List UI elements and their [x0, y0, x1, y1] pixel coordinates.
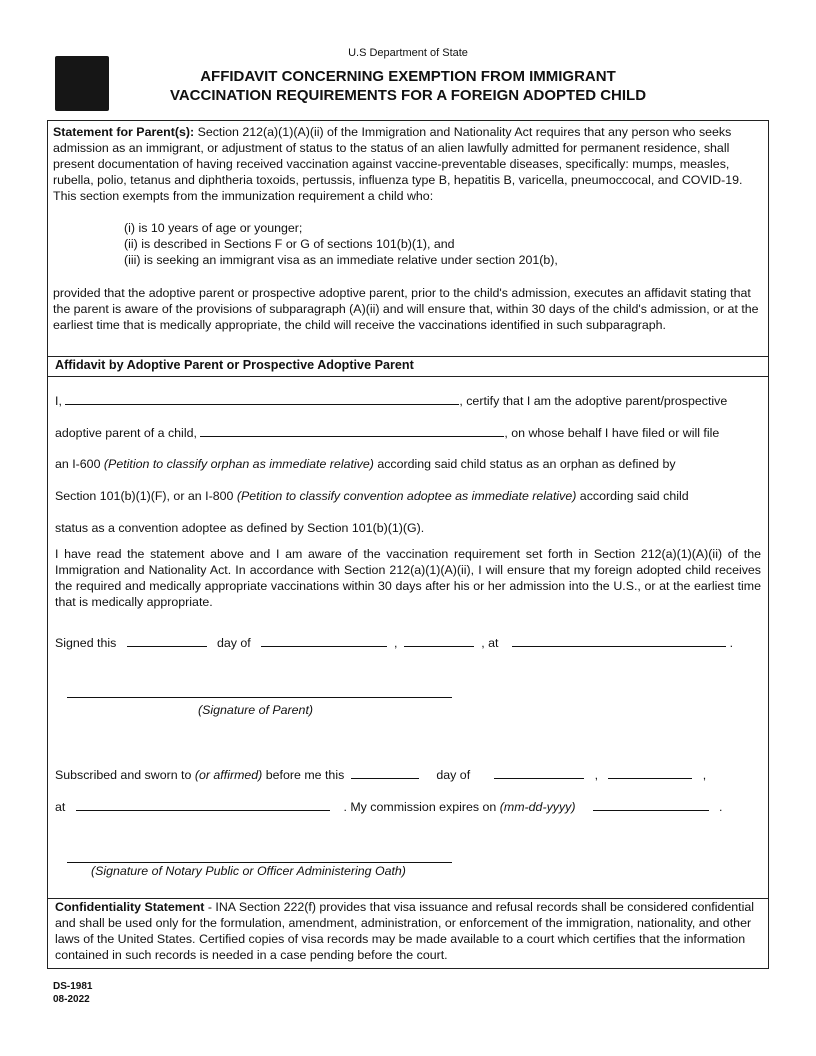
signed-line	[55, 635, 733, 650]
sworn-day-field[interactable]	[351, 767, 419, 779]
text: (Petition to classify convention adoptee as immediate relative)	[236, 489, 577, 503]
notary-place-field[interactable]	[76, 799, 330, 811]
statement-label: Statement for Parent(s):	[53, 125, 195, 139]
affidavit-line-4	[55, 489, 689, 503]
exemption-list	[124, 220, 558, 268]
divider	[47, 356, 769, 357]
text: day of	[436, 768, 471, 782]
commission-expiry-field[interactable]	[593, 799, 709, 811]
text: day of	[216, 636, 251, 650]
parent-signature-line[interactable]	[67, 697, 452, 698]
signed-month-field[interactable]	[261, 635, 387, 647]
text: ,	[702, 768, 707, 782]
text: (or affirmed)	[194, 768, 263, 782]
text: , at	[481, 636, 499, 650]
affidavit-paragraph: I have read the statement above and I am aware of the vaccination requirement set forth in Section 212(a)(1)(A)(ii) of the Immigration and Nationality Act. In accordance with Section 212(a)(1)(A)(ii), I will ensure that my foreign adopted child receives the required and medically appropriate vaccinations within 30 days after his or her admission into the U.S., or at the earliest time that is medically appropriate.	[55, 547, 761, 609]
commission-line	[55, 799, 722, 814]
form-number: DS-1981	[53, 981, 93, 992]
signed-year-field[interactable]	[404, 635, 474, 647]
notary-signature-line[interactable]	[67, 862, 452, 863]
text: (Petition to classify orphan as immediate relative)	[103, 457, 374, 471]
text: Subscribed and sworn to	[55, 768, 195, 782]
affidavit-line-5: status as a convention adoptee as defined by Section 101(b)(1)(G).	[55, 521, 425, 535]
text: ,	[393, 636, 398, 650]
confidentiality-text: - INA Section 222(f) provides that visa issuance and refusal records shall be considered confidential and shall be used only for the formulation, amendment, administration, or enforcement of the immigration, nationality, and other laws of the United States. Certified copies of visa records may be made available to a court which certifies that the information contained in such records is needed in a case pending before the court.	[55, 900, 755, 962]
text: I,	[55, 394, 62, 408]
text: ,	[594, 768, 599, 782]
sworn-year-field[interactable]	[608, 767, 692, 779]
divider	[47, 376, 769, 377]
text: at	[55, 800, 66, 814]
text: an I-600	[55, 457, 104, 471]
agency-name: U.S Department of State	[348, 47, 468, 59]
subscribed-line	[55, 767, 706, 782]
confidentiality-label: Confidentiality Statement	[55, 900, 205, 914]
title-line-2: VACCINATION REQUIREMENTS FOR A FOREIGN ADOPTED CHILD	[169, 87, 647, 104]
text: .	[729, 636, 734, 650]
list-item: (i) is 10 years of age or younger;	[124, 221, 303, 235]
text: . My commission expires on	[343, 800, 500, 814]
confidentiality-statement	[55, 899, 763, 963]
signed-place-field[interactable]	[512, 635, 726, 647]
form-date: 08-2022	[53, 994, 90, 1005]
signed-day-field[interactable]	[127, 635, 207, 647]
text: before me this	[262, 768, 345, 782]
sworn-month-field[interactable]	[494, 767, 584, 779]
text: , on whose behalf I have filed or will file	[504, 426, 720, 440]
notary-signature-caption: (Signature of Notary Public or Officer Administering Oath)	[91, 864, 406, 878]
list-item: (iii) is seeking an immigrant visa as an immediate relative under section 201(b),	[124, 253, 558, 267]
provided-paragraph: provided that the adoptive parent or prospective adoptive parent, prior to the child's admission, executes an affidavit stating that the parent is aware of the provisions of subparagraph (A)(ii) and will ensure that, within 30 days of the child's admission, or at the earliest time that is medically appropriate, the child will receive the vaccinations identified in such subparagraph.	[53, 286, 759, 332]
affidavit-line-2	[55, 425, 719, 440]
affidavit-line-3	[55, 457, 676, 471]
statement-paragraph	[53, 124, 765, 204]
text: according said child status as an orphan as defined by	[373, 457, 676, 471]
statement-text: Section 212(a)(1)(A)(ii) of the Immigration and Nationality Act requires that any person who seeks admission as an immigrant, or adjustment of status to the status of an alien lawfully admitted for permanent residence, shall present documentation of having received vaccination against vaccine-preventable diseases, specifically: mumps, measles, rubella, polio, tetanus and diphtheria toxoids, pertussis, influenza type B, hepatitis B, varicella, pneumoccocal, and COVID-19. This section exempts from the immunization requirement a child who:	[53, 125, 743, 203]
text: Signed this	[55, 636, 117, 650]
text: Section 101(b)(1)(F), or an I-800	[55, 489, 237, 503]
text: adoptive parent of a child,	[55, 426, 197, 440]
text: , certify that I am the adoptive parent/prospective	[459, 394, 728, 408]
child-name-field[interactable]	[200, 425, 504, 437]
affidavit-heading: Affidavit by Adoptive Parent or Prospective Adoptive Parent	[55, 358, 414, 372]
title-line-1: AFFIDAVIT CONCERNING EXEMPTION FROM IMMIGRANT	[200, 68, 616, 85]
text: .	[719, 800, 723, 814]
parent-name-field[interactable]	[65, 393, 459, 405]
list-item: (ii) is described in Sections F or G of sections 101(b)(1), and	[124, 237, 455, 251]
affidavit-line-1	[55, 393, 727, 408]
text: (mm-dd-yyyy)	[499, 800, 576, 814]
text: according said child	[576, 489, 689, 503]
parent-signature-caption: (Signature of Parent)	[198, 703, 314, 717]
